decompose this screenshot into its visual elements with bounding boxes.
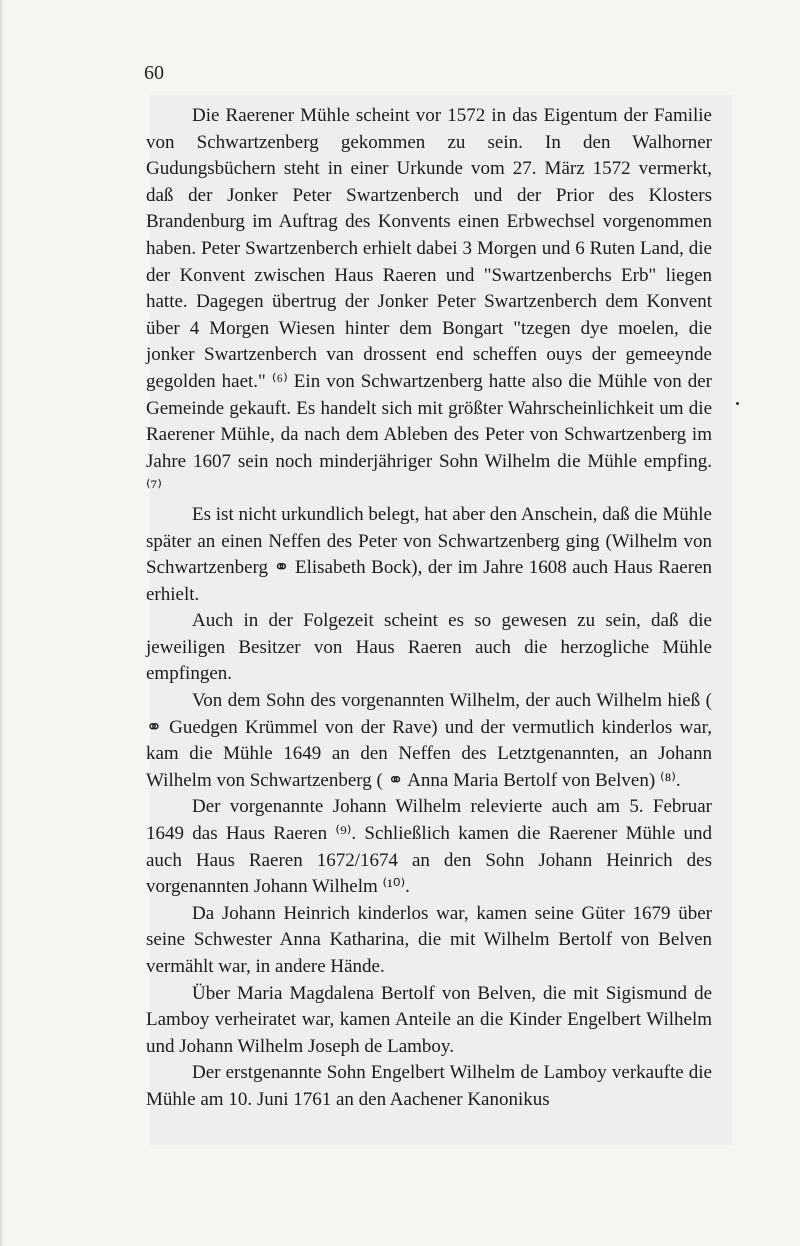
paragraph-3: Auch in der Folgezeit scheint es so gewesen zu sein, daß die jeweiligen Besitzer von Haus Raeren auch die herzogliche Mühle empfingen.: [146, 610, 712, 685]
page-edge: [0, 0, 4, 1246]
paragraph-6: Da Johann Heinrich kinderlos war, kamen seine Güter 1679 über seine Schwester Anna Katharina, die mit Wilhelm Bertolf von Belven vermählt war, in andere Hände.: [146, 902, 712, 977]
paragraph-8: Der erstgenannte Sohn Engelbert Wilhelm de Lamboy verkaufte die Mühle am 10. Juni 1761 an den Aachener Kanonikus: [146, 1062, 712, 1110]
margin-dot: [736, 402, 739, 405]
page-number: 60: [144, 62, 164, 84]
body-text: [146, 103, 712, 1114]
paragraph-4: Von dem Sohn des vorgenannten Wilhelm, der auch Wilhelm hieß ( ⚭ Guedgen Krümmel von der Rave) und der vermutlich kinderlos war, kam die Mühle 1649 an den Neffen des Letztgenannten, an Johann Wilhelm von Schwartzenberg ( ⚭ Anna Maria Bertolf von Belven) ⁽⁸⁾.: [146, 690, 712, 791]
paragraph-1: Die Raerener Mühle scheint vor 1572 in das Eigentum der Familie von Schwartzenberg gekommen zu sein. In den Walhorner Gudungsbüchern steht in einer Urkunde vom 27. März 1572 vermerkt, daß der Jonker Peter Swartzenberch und der Prior des Klosters Brandenburg im Auftrag des Konvents einen Erbwechsel vorgenommen haben. Peter Swartzenberch erhielt dabei 3 Morgen und 6 Ruten Land, die der Konvent zwischen Haus Raeren und "Swartzenberchs Erb" liegen hatte. Dagegen übertrug der Jonker Peter Swartzenberch dem Konvent über 4 Morgen Wiesen hinter dem Bongart "tzegen dye moelen, die jonker Swartzenberch van drossent end scheffen ouys der gemeeynde gegolden haet." ⁽⁶⁾ Ein von Schwartzenberg hatte also die Mühle von der Gemeinde gekauft. Es handelt sich mit größter Wahrscheinlichkeit um die Raerener Mühle, da nach dem Ableben des Peter von Schwartzenberg im Jahre 1607 sein noch minderjähriger Sohn Wilhelm die Mühle empfing. ⁽⁷⁾: [146, 105, 712, 499]
paragraph-5: Der vorgenannte Johann Wilhelm relevierte auch am 5. Februar 1649 das Haus Raeren ⁽⁹⁾. Schließlich kamen die Raerener Mühle und auch Haus Raeren 1672/1674 an den Sohn Johann Heinrich des vorgenannten Johann Wilhelm ⁽¹⁰⁾.: [146, 796, 712, 898]
paragraph-2: Es ist nicht urkundlich belegt, hat aber den Anschein, daß die Mühle später an einen Neffen des Peter von Schwartzenberg ging (Wilhelm von Schwartzenberg ⚭ Elisabeth Bock), der im Jahre 1608 auch Haus Raeren erhielt.: [146, 503, 712, 605]
paragraph-7: Über Maria Magdalena Bertolf von Belven, die mit Sigismund de Lamboy verheiratet war, kamen Anteile an die Kinder Engelbert Wilhelm und Johann Wilhelm Joseph de Lamboy.: [146, 982, 712, 1057]
